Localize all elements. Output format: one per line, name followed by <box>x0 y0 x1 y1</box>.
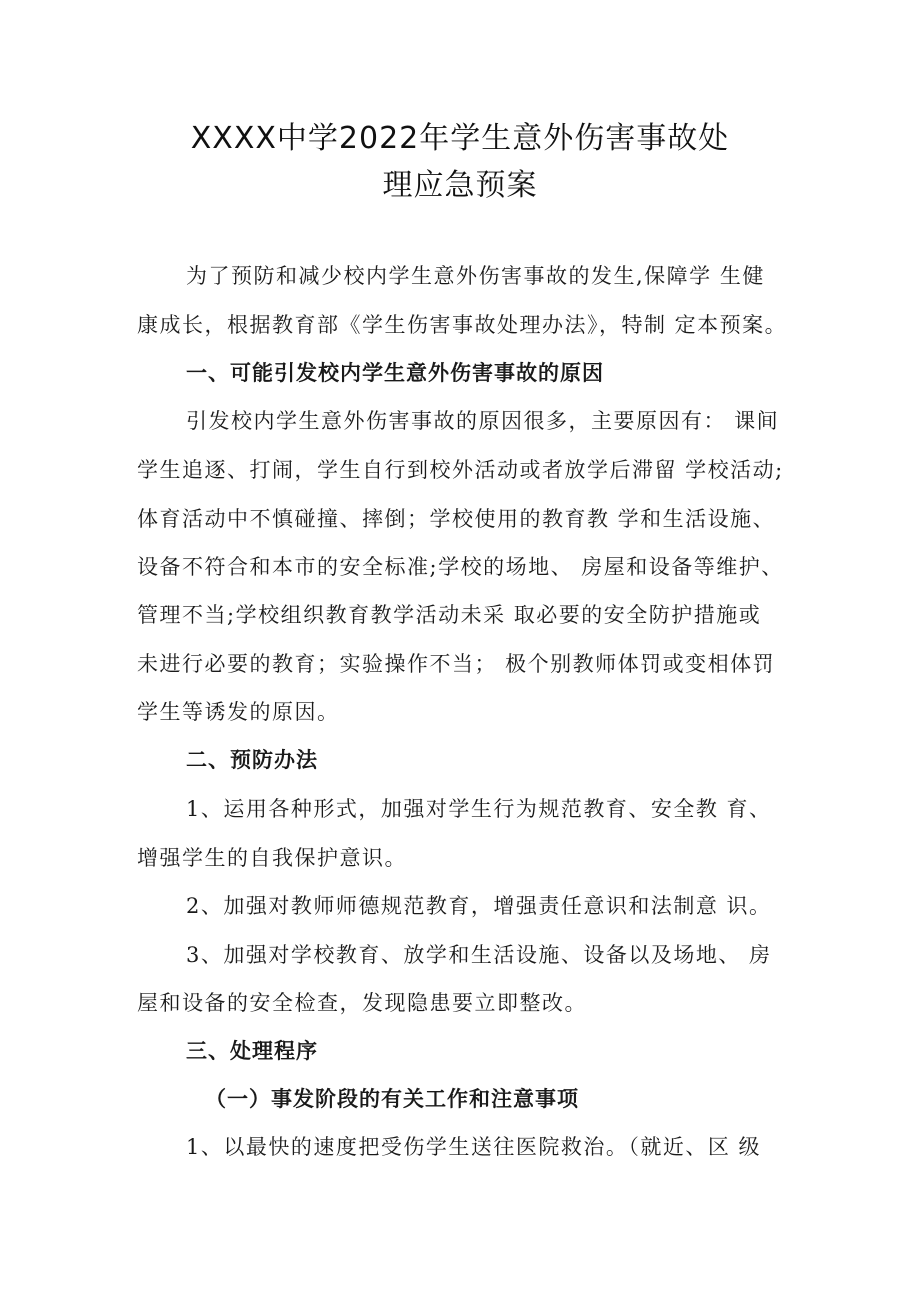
section-3-item-1: 1、以最快的速度把受伤学生送往医院救治。（就近、区 级 <box>186 1135 762 1159</box>
section-1-line: 设备不符合和本市的安全标准;学校的场地、 房屋和设备等维护、 <box>137 555 784 579</box>
section-1-line: 学生等诱发的原因。 <box>137 700 340 724</box>
section-1-line: 体育活动中不慎碰撞、摔倒；学校使用的教育教 学和生活设施、 <box>137 507 776 531</box>
section-3-subheading: （一）事发阶段的有关工作和注意事项 <box>205 1087 579 1111</box>
section-1-line: 学生追逐、打闹，学生自行到校外活动或者放学后滞留 学校活动; <box>137 458 784 482</box>
section-1-line: 未进行必要的教育；实验操作不当； 极个别教师体罚或变相体罚 <box>137 652 776 676</box>
section-3-heading: 三、处理程序 <box>186 1039 318 1063</box>
section-2-heading: 二、预防办法 <box>186 748 318 772</box>
section-2-item-2: 2、加强对教师师德规范教育，增强责任意识和法制意 识。 <box>186 894 772 918</box>
section-1-line: 管理不当;学校组织教育教学活动未采 取必要的安全防护措施或 <box>137 603 762 627</box>
section-2-item-3-line-2: 屋和设备的安全检查，发现隐患要立即整改。 <box>137 991 587 1015</box>
section-2-item-3-line-1: 3、加强对学校教育、放学和生活设施、设备以及场地、 房 <box>186 943 772 967</box>
document-title-line-1: XXXX中学2022年学生意外伤害事故处 <box>190 121 730 156</box>
document-title-line-2: 理应急预案 <box>382 168 538 203</box>
section-1-line: 引发校内学生意外伤害事故的原因很多，主要原因有： 课间 <box>186 409 780 433</box>
intro-line-2: 康成长，根据教育部《学生伤害事故处理办法》，特制 定本预案。 <box>137 313 788 337</box>
section-2-item-1-line-1: 1、运用各种形式，加强对学生行为规范教育、安全教 育、 <box>186 797 772 821</box>
section-1-heading: 一、可能引发校内学生意外伤害事故的原因 <box>186 361 604 385</box>
intro-line-1: 为了预防和减少校内学生意外伤害事故的发生,保障学 生健 <box>186 264 765 288</box>
section-2-item-1-line-2: 增强学生的自我保护意识。 <box>137 846 407 870</box>
